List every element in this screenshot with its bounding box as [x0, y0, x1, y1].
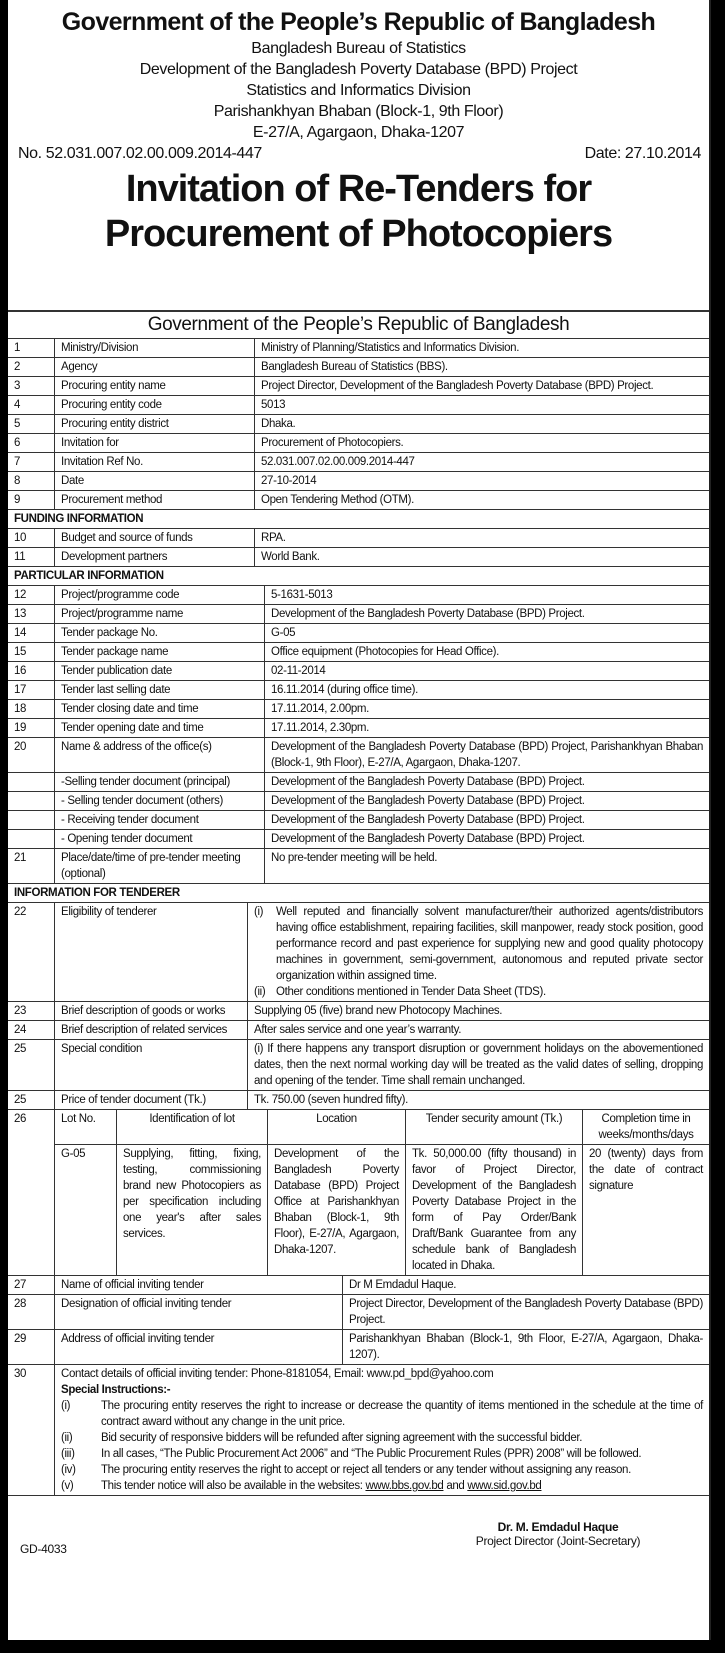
col-security: Tender security amount (Tk.) [406, 1110, 583, 1144]
lot-security: Tk. 50,000.00 (fifty thousand) in favor of Project Director, Development of the Bangladesh Poverty Database Project in the form of Pay Order/Bank Draft/Bank Guarantee from any schedule bank of Bangladesh located in Dhaka. [406, 1145, 583, 1275]
row-value: Development of the Bangladesh Poverty Database (BPD) Project. [271, 795, 585, 807]
item-number: (iv) [61, 1464, 76, 1476]
item-text: Bid security of responsive bidders will be refunded after signing agreement with the successful bidder. [101, 1432, 583, 1444]
sid-website-link[interactable]: www.sid.gov.bd [467, 1480, 542, 1492]
row-value: Tk. 750.00 (seven hundred fifty). [254, 1094, 409, 1106]
row-value: No pre-tender meeting will be held. [271, 852, 438, 864]
table-row [8, 491, 709, 510]
section-tenderer: INFORMATION FOR TENDERER [8, 884, 709, 903]
row-number: 14 [8, 624, 55, 642]
table-row [8, 643, 709, 662]
row-number: 25 [8, 1091, 55, 1109]
government-name: Government of the People’s Republic of Bangladesh [61, 8, 656, 36]
row-label: Ministry/Division [55, 339, 255, 357]
row-label: Designation of official inviting tender [55, 1295, 343, 1329]
table-row [8, 738, 709, 773]
table-row [8, 792, 709, 811]
row-number: 27 [8, 1276, 55, 1294]
table-row [8, 624, 709, 643]
row-label: Procuring entity district [55, 415, 255, 433]
title-line-1: Invitation of Re-Tenders for [125, 168, 592, 210]
row-number: 10 [8, 529, 55, 547]
table-row [8, 811, 709, 830]
reference-number: No. 52.031.007.02.00.009.2014-447 [18, 145, 262, 162]
row-value: Development of the Bangladesh Poverty Database (BPD) Project. [271, 814, 585, 826]
lot-location: Development of the Bangladesh Poverty Database (BPD) Project Office at Parishankhyan Bhaban (Block-1, 9th Floor), E-27/A, Agargaon, Dhaka-1207. [268, 1145, 406, 1275]
row-number: 28 [8, 1295, 55, 1329]
instruction-item [61, 1398, 703, 1430]
row-label: - Opening tender document [55, 830, 265, 848]
row-number: 11 [8, 548, 55, 566]
row-value: Dhaka. [261, 418, 296, 430]
row-number [8, 792, 55, 810]
table-row [8, 358, 709, 377]
row-label: Brief description of related services [55, 1021, 248, 1039]
row-number: 1 [8, 339, 55, 357]
row-label: Tender publication date [55, 662, 265, 680]
table-row [8, 700, 709, 719]
row-label: Project/programme code [55, 586, 265, 604]
row-number: 17 [8, 681, 55, 699]
instruction-item [61, 1478, 703, 1494]
row-value: Parishankhyan Bhaban (Block-1, 9th Floor, E-27/A, Agargaon, Dhaka-1207). [349, 1333, 703, 1361]
table-row [8, 339, 709, 358]
row-number: 25 [8, 1040, 55, 1090]
row-number: 4 [8, 396, 55, 414]
item-number: (iii) [61, 1448, 75, 1460]
row-number: 26 [8, 1110, 55, 1275]
table-header: Government of the People’s Republic of Bangladesh [8, 312, 709, 339]
table-row [8, 453, 709, 472]
row-value: 5013 [261, 399, 286, 411]
item-number: (i) [61, 1400, 71, 1412]
row-number: 30 [8, 1365, 55, 1495]
table-row [8, 681, 709, 700]
row-label: Tender package No. [55, 624, 265, 642]
row-number: 15 [8, 643, 55, 661]
and-text: and [446, 1480, 465, 1492]
lot-completion: 20 (twenty) days from the date of contract signature [589, 1148, 703, 1192]
building: Parishankhyan Bhaban (Block-1, 9th Floor) [213, 103, 504, 120]
row-number: 16 [8, 662, 55, 680]
lot-data [55, 1145, 709, 1275]
special-instructions-title: Special Instructions:- [61, 1384, 171, 1396]
row-label: Invitation Ref No. [55, 453, 255, 471]
row-value: Project Director, Development of the Bangladesh Poverty Database (BPD) Project. [349, 1298, 703, 1326]
row-value [55, 1365, 709, 1495]
instruction-item [61, 1430, 703, 1446]
row-label: Procuring entity name [55, 377, 255, 395]
table-row [8, 1021, 709, 1040]
col-location: Location [268, 1110, 406, 1144]
row-value: 02-11-2014 [271, 665, 326, 677]
tender-notice [8, 0, 711, 1640]
instruction-item [61, 1446, 703, 1462]
signatory-designation: Project Director (Joint-Secretary) [475, 1534, 641, 1548]
row-label: Project/programme name [55, 605, 265, 623]
row-number: 5 [8, 415, 55, 433]
row-number: 24 [8, 1021, 55, 1039]
item-number: (v) [61, 1480, 74, 1492]
row-number: 19 [8, 719, 55, 737]
section-particular: PARTICULAR INFORMATION [8, 567, 709, 586]
division-name: Statistics and Informatics Division [246, 82, 471, 99]
table-row [8, 1276, 709, 1295]
row-value: (i) If there happens any transport disruption or government holidays on the abovementioned dates, then the next normal working day will be treated as the valid dates of selling, dropping and opening of the tender. Time shall remain unchanged. [254, 1043, 703, 1087]
item-text: The procuring entity reserves the right to increase or decrease the quantity of items mentioned in the schedule at the time of contract award without any change in the unit price. [101, 1400, 703, 1428]
row-label: Development partners [55, 548, 255, 566]
table-row [8, 849, 709, 884]
row-label: Procurement method [55, 491, 255, 509]
row-label: - Receiving tender document [55, 811, 265, 829]
row-value: 16.11.2014 (during office time). [271, 684, 418, 696]
row-number: 20 [8, 738, 55, 772]
lot-row [8, 1110, 709, 1276]
row-label: Agency [55, 358, 255, 376]
row-label: -Selling tender document (principal) [55, 773, 265, 791]
row-value: G-05 [271, 627, 296, 639]
lot-identification: Supplying, fitting, fixing, testing, commissioning brand new Photocopiers as per specification including one year's after sales services. [117, 1145, 268, 1275]
lot-subtable [55, 1110, 709, 1275]
row-label: Name of official inviting tender [55, 1276, 343, 1294]
row-value: Procurement of Photocopiers. [261, 437, 404, 449]
table-row [8, 377, 709, 396]
table-row [8, 529, 709, 548]
row-label: Price of tender document (Tk.) [55, 1091, 248, 1109]
row-label: Procuring entity code [55, 396, 255, 414]
table-row [8, 1091, 709, 1110]
table-row [8, 605, 709, 624]
row-label: Place/date/time of pre-tender meeting (optional) [55, 849, 265, 883]
row-number: 12 [8, 586, 55, 604]
row-value [248, 903, 709, 1001]
row-label: Eligibility of tenderer [55, 903, 248, 1001]
row-number: 7 [8, 453, 55, 471]
row-value: Dr M Emdadul Haque. [349, 1279, 457, 1291]
table-row [8, 396, 709, 415]
row-number [8, 811, 55, 829]
row-value: Project Director, Development of the Bangladesh Poverty Database (BPD) Project. [261, 380, 654, 392]
item-number: (i) [254, 906, 264, 918]
row-value: Ministry of Planning/Statistics and Informatics Division. [261, 342, 520, 354]
row-value: RPA. [261, 532, 286, 544]
title-line-2: Procurement of Photocopiers [104, 213, 613, 255]
item-text: The procuring entity reserves the right to accept or reject all tenders or any tender without assigning any reason. [101, 1464, 631, 1476]
table-row [8, 1002, 709, 1021]
footer [8, 1496, 709, 1564]
item-text: This tender notice will also be available in the websites: [101, 1480, 363, 1492]
row-number: 8 [8, 472, 55, 490]
item-number: (ii) [254, 986, 266, 998]
item-text: Other conditions mentioned in Tender Data Sheet (TDS). [276, 986, 546, 998]
row-label: Tender package name [55, 643, 265, 661]
table-row [8, 586, 709, 605]
row-number [8, 830, 55, 848]
row-number: 6 [8, 434, 55, 452]
row-number: 22 [8, 903, 55, 1001]
lot-no: G-05 [55, 1145, 117, 1275]
row-number: 3 [8, 377, 55, 395]
row-number: 13 [8, 605, 55, 623]
row-label: Tender opening date and time [55, 719, 265, 737]
row-label: - Selling tender document (others) [55, 792, 265, 810]
row-value: Development of the Bangladesh Poverty Database (BPD) Project. [271, 833, 585, 845]
row-value: 17.11.2014, 2.00pm. [271, 703, 369, 715]
row-label: Tender last selling date [55, 681, 265, 699]
table-row [8, 472, 709, 491]
letterhead [8, 0, 709, 143]
address: E-27/A, Agargaon, Dhaka-1207 [252, 124, 465, 141]
contact-details: Contact details of official inviting tender: Phone-8181054, Email: www.pd_bpd@yahoo.com [61, 1368, 494, 1380]
row-value: Open Tendering Method (OTM). [261, 494, 414, 506]
row-value: 5-1631-5013 [271, 589, 333, 601]
row-label: Address of official inviting tender [55, 1330, 343, 1364]
table-row [8, 719, 709, 738]
row-number: 29 [8, 1330, 55, 1364]
row-value: Supplying 05 (five) brand new Photocopy Machines. [254, 1005, 503, 1017]
row-label: Name & address of the office(s) [55, 738, 265, 772]
row-label: Budget and source of funds [55, 529, 255, 547]
col-identification: Identification of lot [117, 1110, 268, 1144]
row-value: Office equipment (Photocopies for Head Office). [271, 646, 499, 658]
row-value: Development of the Bangladesh Poverty Database (BPD) Project. [271, 776, 585, 788]
notice-date: Date: 27.10.2014 [584, 145, 701, 162]
row-value: Bangladesh Bureau of Statistics (BBS). [261, 361, 448, 373]
table-row [8, 415, 709, 434]
ad-code: GD-4033 [20, 1542, 67, 1556]
row-label: Invitation for [55, 434, 255, 452]
col-completion: Completion time in weeks/months/days [598, 1113, 694, 1141]
table-row [8, 773, 709, 792]
row-number: 9 [8, 491, 55, 509]
lot-header [55, 1110, 709, 1145]
item-text: Well reputed and financially solvent manufacturer/their authorized agents/distributors having office establishment, repairing facilities, skill manpower, ready stock position, good performance record and past experience for supplying new and good quality photocopy machines in government, semi-government, autonomous and reputed private sector organization within assigned time. [276, 906, 703, 982]
row-number [8, 773, 55, 791]
row-label: Tender closing date and time [55, 700, 265, 718]
col-lot-no: Lot No. [55, 1110, 117, 1144]
signatory-name: Dr. M. Emdadul Haque [497, 1520, 619, 1534]
row-value: World Bank. [261, 551, 320, 563]
row-label: Special condition [55, 1040, 248, 1090]
table-row [8, 1365, 709, 1496]
item-number: (ii) [61, 1432, 73, 1444]
row-value: After sales service and one year’s warranty. [254, 1024, 462, 1036]
row-value: 52.031.007.02.00.009.2014-447 [261, 456, 415, 468]
table-row [8, 662, 709, 681]
table-row [8, 1040, 709, 1091]
bbs-website-link[interactable]: www.bbs.gov.bd [365, 1480, 444, 1492]
project-name: Development of the Bangladesh Poverty Database (BPD) Project [139, 61, 578, 78]
row-number: 23 [8, 1002, 55, 1020]
section-funding: FUNDING INFORMATION [8, 510, 709, 529]
table-row [8, 1295, 709, 1330]
row-value: Development of the Bangladesh Poverty Database (BPD) Project, Parishankhyan Bhaban (Block-1, 9th Floor), E-27/A, Agargaon, Dhaka-1207. [271, 741, 703, 769]
row-value: Development of the Bangladesh Poverty Database (BPD) Project. [271, 608, 585, 620]
tender-table [8, 310, 709, 1564]
instruction-item [61, 1462, 703, 1478]
bureau-name: Bangladesh Bureau of Statistics [251, 40, 466, 57]
row-label: Date [55, 472, 255, 490]
row-number: 21 [8, 849, 55, 883]
reference-line [8, 143, 709, 165]
table-row [8, 1330, 709, 1365]
row-label: Brief description of goods or works [55, 1002, 248, 1020]
notice-title [8, 165, 709, 257]
table-row [8, 548, 709, 567]
row-value: 27-10-2014 [261, 475, 317, 487]
row-number: 18 [8, 700, 55, 718]
table-row [8, 830, 709, 849]
table-row [8, 903, 709, 1002]
row-value: 17.11.2014, 2.30pm. [271, 722, 369, 734]
table-row [8, 434, 709, 453]
row-number: 2 [8, 358, 55, 376]
item-text: In all cases, “The Public Procurement Act 2006” and “The Public Procurement Rules (PPR) 2008” will be followed. [101, 1448, 642, 1460]
